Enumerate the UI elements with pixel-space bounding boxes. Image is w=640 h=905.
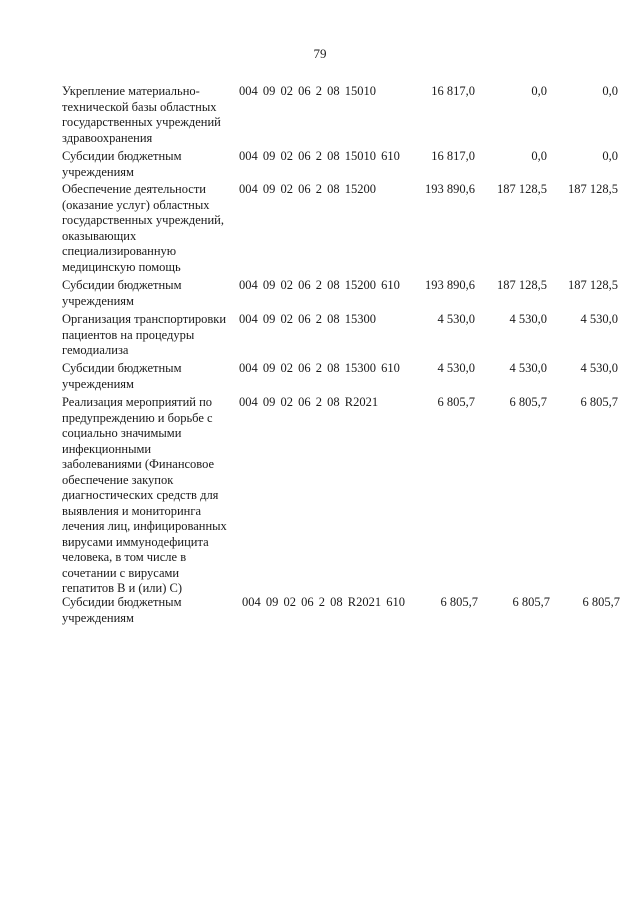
amount-year-1: 6 805,7 <box>437 395 475 409</box>
amount-year-3: 4 530,0 <box>580 312 618 326</box>
amount-year-1: 4 530,0 <box>437 312 475 326</box>
row-name-line: (оказание услуг) областных <box>62 197 210 212</box>
amount-year-1: 193 890,6 <box>425 182 475 196</box>
amount-year-1: 193 890,6 <box>425 278 475 292</box>
amount-year-1: 6 805,7 <box>440 595 478 609</box>
row-name-line: пациентов на процедуры <box>62 327 195 342</box>
row-name-line: учреждениям <box>62 610 134 625</box>
budget-code: 004 09 02 06 2 08 R2021 610 <box>242 595 405 609</box>
amount-year-3: 187 128,5 <box>568 182 618 196</box>
row-name-line: государственных учреждений, <box>62 213 224 227</box>
row-name-line: Укрепление материально- <box>62 84 200 98</box>
row-name-line: Субсидии бюджетным <box>62 278 182 292</box>
row-name <box>62 278 240 309</box>
amount-year-3: 0,0 <box>602 84 618 98</box>
row-name-line: обеспечение закупок <box>62 472 174 487</box>
row-name-line: Субсидии бюджетным <box>62 361 182 375</box>
row-name-line: человека, в том числе в <box>62 550 187 564</box>
budget-code: 004 09 02 06 2 08 15200 <box>239 182 376 196</box>
row-name-line: вирусами иммунодефицита <box>62 534 209 549</box>
row-name <box>62 361 240 392</box>
row-name-line: Реализация мероприятий по <box>62 395 213 409</box>
row-name-line: оказывающих <box>62 228 137 243</box>
row-name-line: инфекционными <box>62 441 152 456</box>
amount-year-1: 4 530,0 <box>437 361 475 375</box>
row-name <box>62 595 240 626</box>
row-name-line: учреждениям <box>62 293 134 308</box>
row-name-line: здравоохранения <box>62 130 153 145</box>
amount-year-3: 4 530,0 <box>580 361 618 375</box>
row-name-line: государственных учреждений <box>62 115 221 129</box>
row-name-line: гемодиализа <box>62 343 129 357</box>
row-name <box>62 395 240 597</box>
budget-code: 004 09 02 06 2 08 15200 610 <box>239 278 400 292</box>
row-name-line: Организация транспортировки <box>62 312 227 326</box>
row-name-line: Субсидии бюджетным <box>62 595 182 609</box>
amount-year-2: 4 530,0 <box>509 361 547 375</box>
row-name <box>62 149 240 180</box>
amount-year-3: 6 805,7 <box>582 595 620 609</box>
row-name-line: диагностических средств для <box>62 488 219 502</box>
amount-year-2: 6 805,7 <box>512 595 550 609</box>
amount-year-2: 4 530,0 <box>509 312 547 326</box>
amount-year-2: 187 128,5 <box>497 278 547 292</box>
budget-code: 004 09 02 06 2 08 R2021 <box>239 395 379 409</box>
row-name-line: выявления и мониторинга <box>62 503 202 518</box>
row-name-line: заболеваниями (Финансовое <box>62 457 215 471</box>
row-name-line: медицинскую помощь <box>62 259 181 274</box>
budget-code: 004 09 02 06 2 08 15300 610 <box>239 361 400 375</box>
row-name <box>62 182 240 275</box>
amount-year-3: 187 128,5 <box>568 278 618 292</box>
budget-code: 004 09 02 06 2 08 15300 <box>239 312 376 326</box>
row-name-line: специализированную <box>62 244 177 258</box>
budget-code: 004 09 02 06 2 08 15010 610 <box>239 149 400 163</box>
row-name-line: лечения лиц, инфицированных <box>62 519 227 533</box>
row-name <box>62 84 240 146</box>
row-name-line: технической базы областных <box>62 99 217 114</box>
row-name-line: Субсидии бюджетным <box>62 149 182 163</box>
row-name-line: Обеспечение деятельности <box>62 182 207 196</box>
amount-year-1: 16 817,0 <box>431 84 475 98</box>
amount-year-2: 187 128,5 <box>497 182 547 196</box>
row-name-line: учреждениям <box>62 376 134 391</box>
row-name <box>62 312 240 359</box>
amount-year-3: 6 805,7 <box>580 395 618 409</box>
amount-year-2: 0,0 <box>531 149 547 163</box>
row-name-line: социально значимыми <box>62 426 182 440</box>
budget-code: 004 09 02 06 2 08 15010 <box>239 84 376 98</box>
row-name-line: учреждениям <box>62 164 134 179</box>
amount-year-3: 0,0 <box>602 149 618 163</box>
amount-year-2: 0,0 <box>531 84 547 98</box>
row-name-line: предупреждению и борьбе с <box>62 410 213 425</box>
row-name-line: гепатитов В и (или) С) <box>62 581 182 595</box>
row-name-line: сочетании с вирусами <box>62 565 180 580</box>
amount-year-2: 6 805,7 <box>509 395 547 409</box>
amount-year-1: 16 817,0 <box>431 149 475 163</box>
page-number: 79 <box>313 46 327 61</box>
